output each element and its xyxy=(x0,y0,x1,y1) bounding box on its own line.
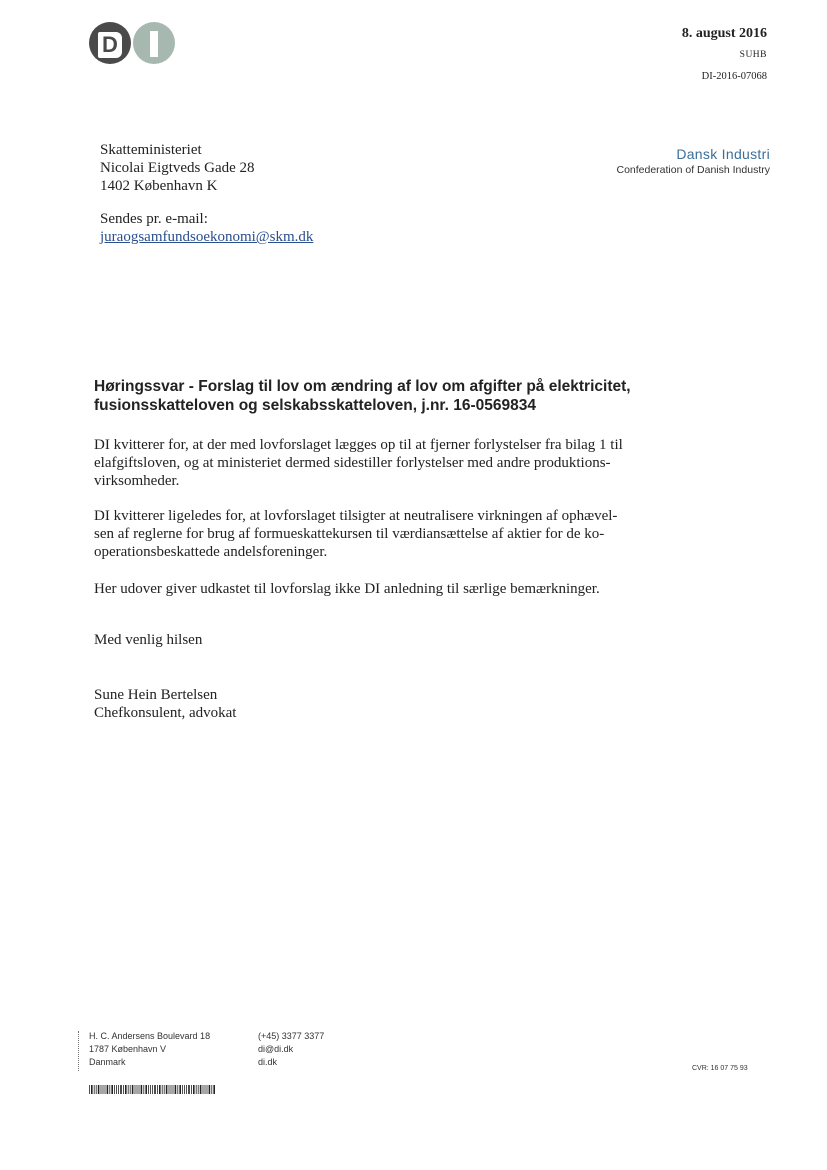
barcode-bar xyxy=(152,1085,153,1094)
barcode-bar xyxy=(111,1085,113,1094)
footer-email: di@di.dk xyxy=(258,1044,294,1054)
recipient-city: 1402 København K xyxy=(100,178,218,194)
footer-contact xyxy=(258,1030,324,1069)
barcode-bar xyxy=(101,1085,102,1094)
barcode-bar xyxy=(203,1085,204,1094)
letter-date: 8. august 2016 xyxy=(681,26,767,41)
barcode-bar xyxy=(94,1085,95,1094)
barcode-bar xyxy=(207,1085,208,1094)
brand-subtitle: Confederation of Danish Industry xyxy=(616,164,770,176)
letter-subject: Høringssvar - Forslag til lov om ændring af lov om afgifter på elektricitet, fusionsskatteloven og selskabsskatteloven, j.nr. 16-0569834 xyxy=(94,378,631,414)
barcode-bar xyxy=(150,1085,151,1094)
barcode-bar xyxy=(123,1085,124,1094)
paragraph-line: operationsbeskattede andelsforeninger. xyxy=(94,544,328,560)
body-paragraph-2 xyxy=(94,507,694,561)
barcode-bar xyxy=(132,1085,134,1094)
paragraph-line: DI kvitterer for, at der med lovforslaget lægges op til at fjerner forlystelser fra bilag 1 til xyxy=(94,437,623,453)
barcode-bar xyxy=(159,1085,161,1094)
barcode-bar xyxy=(182,1085,183,1094)
recipient-address xyxy=(100,141,255,195)
barcode-bar xyxy=(145,1085,147,1094)
barcode-bar xyxy=(137,1085,138,1094)
barcode-bar xyxy=(164,1085,165,1094)
barcode-bar xyxy=(198,1085,199,1094)
barcode-bar xyxy=(175,1085,177,1094)
barcode-bar xyxy=(196,1085,197,1094)
barcode-bar xyxy=(107,1085,109,1094)
barcode-bar xyxy=(91,1085,93,1094)
barcode-bar xyxy=(193,1085,195,1094)
barcode-bar xyxy=(139,1085,140,1094)
barcode-bar xyxy=(186,1085,187,1094)
paragraph-line: virksomheder. xyxy=(94,473,180,489)
logo-i-circle xyxy=(133,22,175,64)
recipient-email-link[interactable]: juraogsamfundsoekonomi@skm.dk xyxy=(100,229,314,245)
barcode-bar xyxy=(128,1085,129,1094)
footer-address-line: 1787 København V xyxy=(89,1044,167,1054)
logo-i-bar xyxy=(150,31,158,57)
barcode-bar xyxy=(130,1085,131,1094)
barcode-bar xyxy=(177,1085,178,1094)
barcode-bar xyxy=(103,1085,104,1094)
sendes-label: Sendes pr. e-mail: xyxy=(100,211,208,227)
paragraph-line: DI kvitterer ligeledes for, at lovforslaget tilsigter at neutralisere virkningen af ophævel- xyxy=(94,508,618,524)
signer-block xyxy=(94,686,236,722)
barcode-bar xyxy=(125,1085,127,1094)
body-paragraph-1 xyxy=(94,436,694,490)
signer-title: Chefkonsulent, advokat xyxy=(94,705,237,721)
brand-name: Dansk Industri xyxy=(676,146,770,162)
barcode-bar xyxy=(141,1085,143,1094)
barcode-bar xyxy=(109,1085,110,1094)
barcode-bar xyxy=(213,1085,215,1094)
paragraph-line: sen af reglerne for brug af formueskattekursen til værdiansættelse af aktier for de ko- xyxy=(94,526,605,542)
case-reference: DI-2016-07068 xyxy=(701,71,767,82)
barcode-bar xyxy=(205,1085,206,1094)
logo-d-circle xyxy=(89,22,131,64)
signer-name: Sune Hein Bertelsen xyxy=(94,687,218,703)
footer-cvr: CVR: 16 07 75 93 xyxy=(692,1065,748,1072)
sendes-block xyxy=(100,210,313,246)
barcode-bar xyxy=(166,1085,168,1094)
recipient-name: Skatteministeriet xyxy=(100,142,202,158)
barcode-bar xyxy=(184,1085,185,1094)
barcode-bar xyxy=(114,1085,115,1094)
brand-block xyxy=(616,146,770,176)
barcode-bar xyxy=(169,1085,170,1094)
barcode-bar xyxy=(105,1085,106,1094)
barcode-bar xyxy=(171,1085,172,1094)
barcode-bar xyxy=(200,1085,202,1094)
footer-divider xyxy=(78,1031,80,1071)
initials: SUHB xyxy=(739,50,767,60)
footer-address xyxy=(89,1030,210,1069)
barcode-bar xyxy=(148,1085,149,1094)
barcode-bar xyxy=(135,1085,136,1094)
barcode-bar xyxy=(143,1085,144,1094)
recipient-street: Nicolai Eigtveds Gade 28 xyxy=(100,160,255,176)
closing-greeting: Med venlig hilsen xyxy=(94,632,203,648)
barcode-bar xyxy=(173,1085,174,1094)
barcode-bar xyxy=(118,1085,119,1094)
di-logo xyxy=(89,22,179,64)
barcode-bar xyxy=(211,1085,212,1094)
footer-website: di.dk xyxy=(258,1057,278,1067)
barcode-bar xyxy=(89,1085,90,1094)
barcode-bar xyxy=(157,1085,158,1094)
footer-address-line: H. C. Andersens Boulevard 18 xyxy=(89,1031,211,1041)
barcode-bar xyxy=(120,1085,122,1094)
barcode-bar xyxy=(162,1085,163,1094)
logo-d-letter: D xyxy=(98,32,122,58)
barcode-bar xyxy=(209,1085,211,1094)
barcode xyxy=(89,1085,216,1094)
barcode-bar xyxy=(116,1085,117,1094)
barcode-bar xyxy=(191,1085,192,1094)
barcode-bar xyxy=(154,1085,156,1094)
barcode-bar xyxy=(98,1085,100,1094)
barcode-bar xyxy=(179,1085,181,1094)
paragraph-line: elafgiftsloven, og at ministeriet dermed sidestiller forlystelser med andre produktions- xyxy=(94,455,611,471)
footer-phone: (+45) 3377 3377 xyxy=(258,1031,325,1041)
footer-address-line: Danmark xyxy=(89,1057,126,1067)
body-paragraph-3: Her udover giver udkastet til lovforslag ikke DI anledning til særlige bemærkninger. xyxy=(94,581,600,597)
barcode-bar xyxy=(188,1085,190,1094)
barcode-bar xyxy=(96,1085,97,1094)
